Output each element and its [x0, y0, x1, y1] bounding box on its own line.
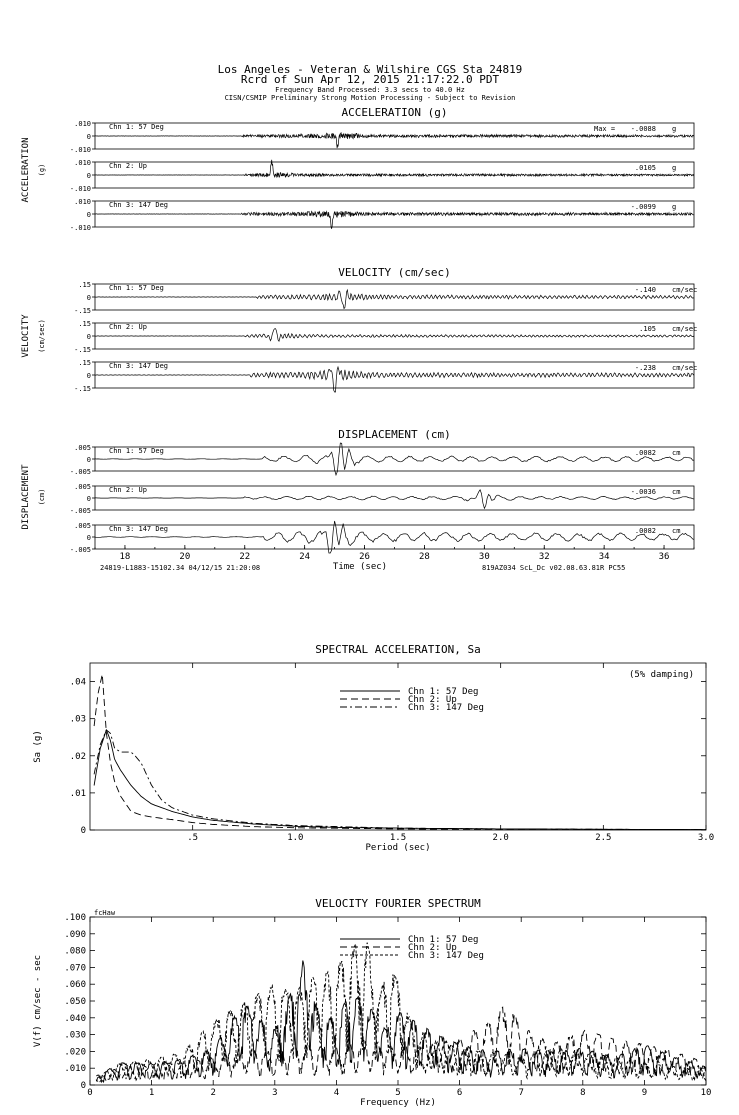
velocity-fourier-spectrum-xtick-label: 0 — [87, 1088, 93, 1098]
time-axis-label: Time (sec) — [332, 562, 388, 572]
spectral-acceleration-series-3 — [94, 730, 706, 830]
spectral-acceleration-series-1 — [94, 730, 706, 830]
spectral-acceleration-legend-label: Chn 3: 147 Deg — [408, 703, 484, 713]
displacement-peak-unit: cm — [672, 449, 681, 457]
displacement-ytick-label: .005 — [74, 522, 91, 530]
velocity-fourier-spectrum-xtick-label: 8 — [580, 1088, 586, 1098]
time-axis — [95, 545, 694, 562]
acceleration-peak-value: .0105 — [634, 164, 656, 172]
acceleration-ytick-label: -.010 — [69, 185, 91, 193]
displacement-panel — [21, 428, 694, 554]
velocity-fourier-spectrum-ytick-label: .100 — [64, 913, 86, 923]
acceleration-ytick-label: 0 — [86, 172, 91, 180]
velocity-trace-1 — [95, 290, 694, 309]
velocity-peak-value: -.140 — [634, 286, 656, 294]
acceleration-channel-label: Chn 2: Up — [109, 162, 147, 170]
time-tick-label: 36 — [658, 552, 670, 562]
velocity-fourier-spectrum-ytick-label: .040 — [64, 1013, 86, 1024]
velocity-ytick-label: 0 — [86, 294, 91, 302]
spectral-acceleration-xtick-label: 3.0 — [697, 833, 715, 843]
velocity-fourier-spectrum-xtick-label: 10 — [700, 1088, 712, 1098]
velocity-peak-unit: cm/sec — [672, 325, 698, 333]
velocity-fourier-spectrum-ytick-label: .050 — [64, 997, 86, 1007]
time-tick-label: 20 — [179, 552, 191, 562]
velocity-fourier-spectrum-xlabel: Frequency (Hz) — [360, 1098, 436, 1108]
spectral-acceleration-title: SPECTRAL ACCELERATION, Sa — [315, 643, 481, 656]
velocity-ytick-label: 0 — [86, 372, 91, 380]
velocity-fourier-spectrum-legend-label: Chn 1: 57 Deg — [408, 935, 479, 945]
record-date: Rcrd of Sun Apr 12, 2015 21:17:22.0 PDT — [240, 73, 500, 86]
spectral-acceleration-legend-label: Chn 2: Up — [408, 695, 457, 705]
displacement-channel-label: Chn 2: Up — [109, 486, 147, 494]
velocity-unit-label: (cm/sec) — [38, 319, 46, 353]
spectral-acceleration-ytick-label: .04 — [69, 677, 86, 688]
acceleration-panel — [21, 106, 694, 232]
time-tick-label: 22 — [239, 552, 251, 562]
displacement-peak-unit: cm — [672, 488, 681, 496]
velocity-title: VELOCITY (cm/sec) — [338, 266, 451, 279]
acceleration-ytick-label: -.010 — [69, 224, 91, 232]
acceleration-ytick-label: .010 — [74, 159, 91, 167]
spectral-acceleration-ytick-label: 0 — [80, 826, 86, 836]
acceleration-ytick-label: 0 — [86, 133, 91, 141]
velocity-fourier-spectrum-xtick-label: 5 — [395, 1088, 401, 1098]
displacement-ytick-label: 0 — [86, 456, 91, 464]
spectral-acceleration-series-2 — [94, 674, 706, 829]
velocity-fourier-spectrum-xtick-label: 4 — [333, 1088, 340, 1098]
velocity-fourier-spectrum-ytick-label: .010 — [64, 1064, 86, 1075]
displacement-ytick-label: .005 — [74, 444, 91, 452]
velocity-fourier-spectrum-ytick-label: .020 — [64, 1047, 86, 1058]
spectral-acceleration-ytick-label: .02 — [69, 751, 86, 762]
spectral-acceleration-xtick-label: 1.5 — [389, 833, 407, 843]
displacement-peak-value: .0082 — [634, 527, 656, 535]
velocity-fourier-spectrum-xtick-label: 7 — [518, 1088, 524, 1098]
velocity-fourier-spectrum-corner-label: fcHaw — [94, 909, 116, 917]
time-tick-label: 26 — [359, 552, 370, 562]
spectral-acceleration-xtick-label: 1.0 — [287, 833, 304, 843]
displacement-ytick-label: -.005 — [69, 507, 91, 515]
spectral-acceleration-xtick-label: .5 — [187, 833, 199, 843]
velocity-peak-value: .105 — [639, 325, 656, 333]
acceleration-side-label: ACCELERATION — [21, 137, 31, 203]
velocity-fourier-spectrum-ytick-label: 0 — [80, 1081, 86, 1091]
spectral-acceleration-chart — [33, 643, 714, 853]
velocity-fourier-spectrum-legend-label: Chn 3: 147 Deg — [408, 951, 484, 961]
spectral-acceleration-annotation: (5% damping) — [628, 670, 694, 680]
record-header — [218, 63, 523, 102]
velocity-fourier-spectrum-xtick-label: 9 — [641, 1088, 648, 1098]
displacement-unit-label: (cm) — [38, 488, 46, 506]
velocity-fourier-spectrum-chart — [33, 897, 711, 1108]
velocity-channel-label: Chn 3: 147 Deg — [109, 362, 169, 370]
velocity-ytick-label: -.15 — [74, 346, 91, 354]
spectral-acceleration-legend-label: Chn 1: 57 Deg — [408, 687, 479, 697]
displacement-ytick-label: -.005 — [69, 468, 91, 476]
processing-note: CISN/CSMIP Preliminary Strong Motion Processing - Subject to Revision — [224, 94, 516, 102]
acceleration-peak-unit: g — [672, 203, 677, 211]
spectral-acceleration-xtick-label: 2.0 — [492, 833, 509, 843]
acceleration-ytick-label: 0 — [86, 211, 91, 219]
spectral-acceleration-xtick-label: 2.5 — [595, 833, 612, 843]
velocity-fourier-spectrum-title: VELOCITY FOURIER SPECTRUM — [315, 897, 481, 910]
displacement-peak-value: .0082 — [634, 449, 656, 457]
spectral-acceleration-frame — [90, 663, 706, 830]
displacement-peak-unit: cm — [672, 527, 681, 535]
displacement-channel-label: Chn 1: 57 Deg — [109, 447, 164, 455]
time-tick-label: 18 — [119, 552, 131, 562]
displacement-title: DISPLACEMENT (cm) — [338, 428, 451, 441]
displacement-ytick-label: 0 — [86, 495, 91, 503]
displacement-trace-2 — [95, 490, 694, 509]
acceleration-peak-value: -.0088 — [630, 125, 656, 133]
velocity-fourier-spectrum-xtick-label: 6 — [456, 1088, 463, 1098]
velocity-channel-label: Chn 2: Up — [109, 323, 147, 331]
acceleration-ytick-label: .010 — [74, 198, 91, 206]
velocity-channel-label: Chn 1: 57 Deg — [109, 284, 164, 292]
velocity-fourier-spectrum-xtick-label: 2 — [210, 1088, 216, 1098]
acceleration-channel-label: Chn 1: 57 Deg — [109, 123, 164, 131]
acceleration-title: ACCELERATION (g) — [341, 106, 448, 119]
velocity-side-label: VELOCITY — [21, 314, 31, 358]
velocity-panel — [21, 266, 697, 393]
time-tick-label: 32 — [538, 552, 550, 562]
velocity-fourier-spectrum-ytick-label: .080 — [64, 946, 86, 957]
time-tick-label: 34 — [598, 552, 610, 562]
velocity-fourier-spectrum-xtick-label: 3 — [272, 1088, 278, 1098]
acceleration-peak-unit: g — [672, 164, 677, 172]
velocity-fourier-spectrum-ytick-label: .070 — [64, 963, 86, 974]
velocity-ytick-label: .15 — [78, 320, 91, 328]
displacement-channel-label: Chn 3: 147 Deg — [109, 525, 169, 533]
velocity-fourier-spectrum-ylabel: V(f) cm/sec - sec — [33, 954, 43, 1048]
time-tick-label: 30 — [478, 552, 490, 562]
velocity-fourier-spectrum-ytick-label: .060 — [64, 980, 86, 991]
velocity-fourier-spectrum-ytick-label: .030 — [64, 1030, 86, 1041]
acceleration-trace-3 — [95, 211, 694, 229]
velocity-ytick-label: -.15 — [74, 307, 91, 315]
spectral-acceleration-xlabel: Period (sec) — [365, 843, 431, 853]
acceleration-peak-unit: g — [672, 125, 677, 133]
velocity-fourier-spectrum-series-3 — [96, 943, 706, 1083]
velocity-fourier-spectrum-ytick-label: .090 — [64, 929, 86, 940]
velocity-trace-2 — [95, 329, 694, 342]
record-id-left: 24819-L1883-15102.34 04/12/15 21:20:08 — [100, 564, 261, 572]
station-title: Los Angeles - Veteran & Wilshire CGS Sta 24819 — [217, 63, 523, 76]
acceleration-trace-2 — [95, 160, 694, 178]
displacement-trace-1 — [95, 443, 694, 475]
spectral-acceleration-ylabel: Sa (g) — [33, 730, 43, 763]
displacement-ytick-label: .005 — [74, 483, 91, 491]
displacement-ytick-label: 0 — [86, 534, 91, 542]
velocity-peak-unit: cm/sec — [672, 286, 698, 294]
velocity-ytick-label: 0 — [86, 333, 91, 341]
velocity-ytick-label: .15 — [78, 281, 91, 289]
acceleration-channel-label: Chn 3: 147 Deg — [109, 201, 169, 209]
acceleration-ytick-label: -.010 — [69, 146, 91, 154]
spectral-acceleration-ytick-label: .01 — [69, 788, 86, 799]
frequency-band: Frequency Band Processed: 3.3 secs to 40.0 Hz — [275, 86, 465, 94]
acceleration-max-label: Max = — [594, 125, 616, 133]
acceleration-unit-label: (g) — [38, 163, 46, 177]
acceleration-peak-value: -.0099 — [630, 203, 656, 211]
velocity-ytick-label: -.15 — [74, 385, 91, 393]
acceleration-trace-1 — [95, 133, 694, 148]
time-tick-label: 24 — [299, 552, 311, 562]
displacement-ytick-label: -.005 — [69, 546, 91, 554]
velocity-peak-unit: cm/sec — [672, 364, 698, 372]
acceleration-ytick-label: .010 — [74, 120, 91, 128]
velocity-ytick-label: .15 — [78, 359, 91, 367]
displacement-peak-value: -.0036 — [630, 488, 656, 496]
spectral-acceleration-ytick-label: .03 — [69, 714, 86, 725]
time-tick-label: 28 — [419, 552, 430, 562]
velocity-fourier-spectrum-legend-label: Chn 2: Up — [408, 943, 457, 953]
velocity-fourier-spectrum-xtick-label: 1 — [148, 1088, 155, 1098]
record-id-right: 819AZ034 ScL_Dc v02.08.63.81R PC55 — [482, 564, 626, 572]
velocity-peak-value: -.238 — [634, 364, 656, 372]
displacement-side-label: DISPLACEMENT — [21, 464, 31, 530]
